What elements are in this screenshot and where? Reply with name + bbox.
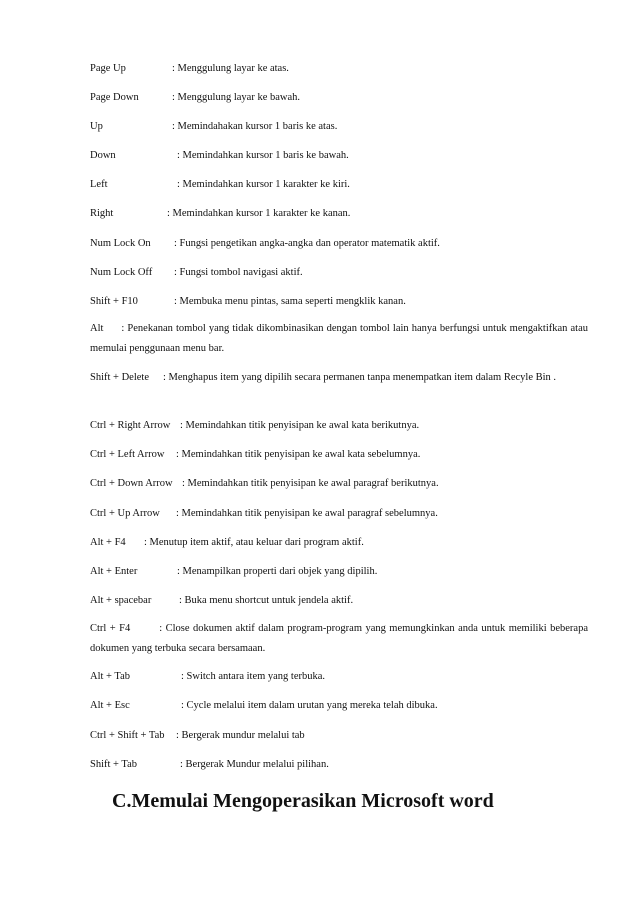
shortcut-key: Up (90, 121, 103, 132)
shortcut-row-right (90, 207, 590, 221)
shortcut-desc: : Cycle melalui item dalam urutan yang mereka telah dibuka. (181, 700, 438, 711)
shortcut-key: Alt + Enter (90, 566, 138, 577)
shortcut-row-ctrl-up-arrow (90, 507, 590, 521)
shortcut-desc: : Menghapus item yang dipilih secara permanen tanpa menempatkan item dalam Recyle Bin . (163, 372, 557, 383)
shortcut-row-ctrl-shift-tab (90, 729, 590, 743)
shortcut-key: Page Down (90, 92, 139, 103)
shortcut-row-ctrl-down-arrow (90, 477, 590, 491)
shortcut-key: Page Up (90, 63, 126, 74)
shortcut-row-shift-f10 (90, 295, 590, 309)
shortcut-key: Alt (90, 323, 104, 334)
shortcut-desc: : Membuka menu pintas, sama seperti mengklik kanan. (174, 296, 406, 307)
shortcut-entry (90, 368, 588, 388)
shortcut-desc: : Menggulung layar ke atas. (172, 63, 289, 74)
shortcut-row-left (90, 178, 590, 192)
shortcut-key: Alt + spacebar (90, 595, 152, 606)
shortcut-desc: : Memindahkan kursor 1 karakter ke kanan. (167, 208, 351, 219)
shortcut-desc: : Menggulung layar ke bawah. (172, 92, 301, 103)
shortcut-desc: : Fungsi tombol navigasi aktif. (174, 267, 303, 278)
shortcut-row-shift-delete (90, 368, 588, 388)
shortcut-row-alt-esc (90, 699, 590, 713)
shortcut-row-ctrl-left-arrow (90, 448, 590, 462)
shortcut-key: Shift + Delete (90, 372, 149, 383)
shortcut-desc: : Fungsi pengetikan angka-angka dan operator matematik aktif. (174, 238, 440, 249)
shortcut-desc: : Menutup item aktif, atau keluar dari program aktif. (144, 537, 364, 548)
shortcut-desc: : Penekanan tombol yang tidak dikombinasikan dengan tombol lain hanya berfungsi untuk mengaktifkan atau memulai penggunaan menu bar. (90, 323, 588, 354)
shortcut-key: Ctrl + Left Arrow (90, 449, 165, 460)
shortcut-row-alt-spacebar (90, 594, 590, 608)
shortcut-key: Ctrl + F4 (90, 623, 131, 634)
shortcut-desc: : Switch antara item yang terbuka. (181, 671, 326, 682)
shortcut-key: Down (90, 150, 116, 161)
shortcut-desc: : Memindahkan titik penyisipan ke awal paragraf sebelumnya. (176, 508, 438, 519)
shortcut-desc: : Memindahkan titik penyisipan ke awal kata berikutnya. (180, 420, 420, 431)
shortcut-key: Alt + Esc (90, 700, 130, 711)
shortcut-desc: : Memindahkan kursor 1 karakter ke kiri. (177, 179, 350, 190)
shortcut-entry (90, 319, 588, 359)
shortcut-key: Shift + Tab (90, 759, 137, 770)
shortcut-key: Alt + F4 (90, 537, 126, 548)
shortcut-row-ctrl-f4 (90, 619, 588, 659)
shortcut-key: Ctrl + Right Arrow (90, 420, 171, 431)
shortcut-row-num-lock-off (90, 266, 590, 280)
shortcut-key: Right (90, 208, 114, 219)
shortcut-row-alt-enter (90, 565, 590, 579)
shortcut-key: Ctrl + Shift + Tab (90, 730, 165, 741)
shortcut-key: Num Lock Off (90, 267, 153, 278)
shortcut-row-up (90, 120, 590, 134)
shortcut-row-page-down (90, 91, 590, 105)
shortcut-row-down (90, 149, 590, 163)
shortcut-desc: : Buka menu shortcut untuk jendela aktif. (179, 595, 354, 606)
section-heading: C.Memulai Mengoperasikan Microsoft word (112, 790, 494, 812)
shortcut-row-num-lock-on (90, 237, 590, 251)
shortcut-desc: : Bergerak mundur melalui tab (176, 730, 305, 741)
shortcut-key: Ctrl + Up Arrow (90, 508, 160, 519)
shortcut-desc: : Memindahkan titik penyisipan ke awal paragraf berikutnya. (182, 478, 439, 489)
shortcut-desc: : Memindahakan kursor 1 baris ke atas. (172, 121, 338, 132)
shortcut-row-page-up (90, 62, 590, 76)
shortcut-desc: : Memindahkan kursor 1 baris ke bawah. (177, 150, 349, 161)
shortcut-key: Alt + Tab (90, 671, 130, 682)
shortcut-desc: : Menampilkan properti dari objek yang dipilih. (177, 566, 378, 577)
shortcut-desc: : Close dokumen aktif dalam program-program yang memungkinkan anda untuk memiliki beberapa dokumen yang terbuka secara bersamaan. (90, 623, 588, 654)
shortcut-key: Ctrl + Down Arrow (90, 478, 173, 489)
shortcut-key: Left (90, 179, 108, 190)
shortcut-row-alt-tab (90, 670, 590, 684)
shortcut-key: Num Lock On (90, 238, 151, 249)
shortcut-entry (90, 619, 588, 659)
shortcut-key: Shift + F10 (90, 296, 138, 307)
shortcut-desc: : Bergerak Mundur melalui pilihan. (180, 759, 329, 770)
shortcut-row-alt (90, 319, 588, 359)
shortcut-desc: : Memindahkan titik penyisipan ke awal kata sebelumnya. (176, 449, 421, 460)
shortcut-row-ctrl-right-arrow (90, 419, 590, 433)
shortcut-row-shift-tab (90, 758, 590, 772)
shortcut-row-alt-f4 (90, 536, 590, 550)
